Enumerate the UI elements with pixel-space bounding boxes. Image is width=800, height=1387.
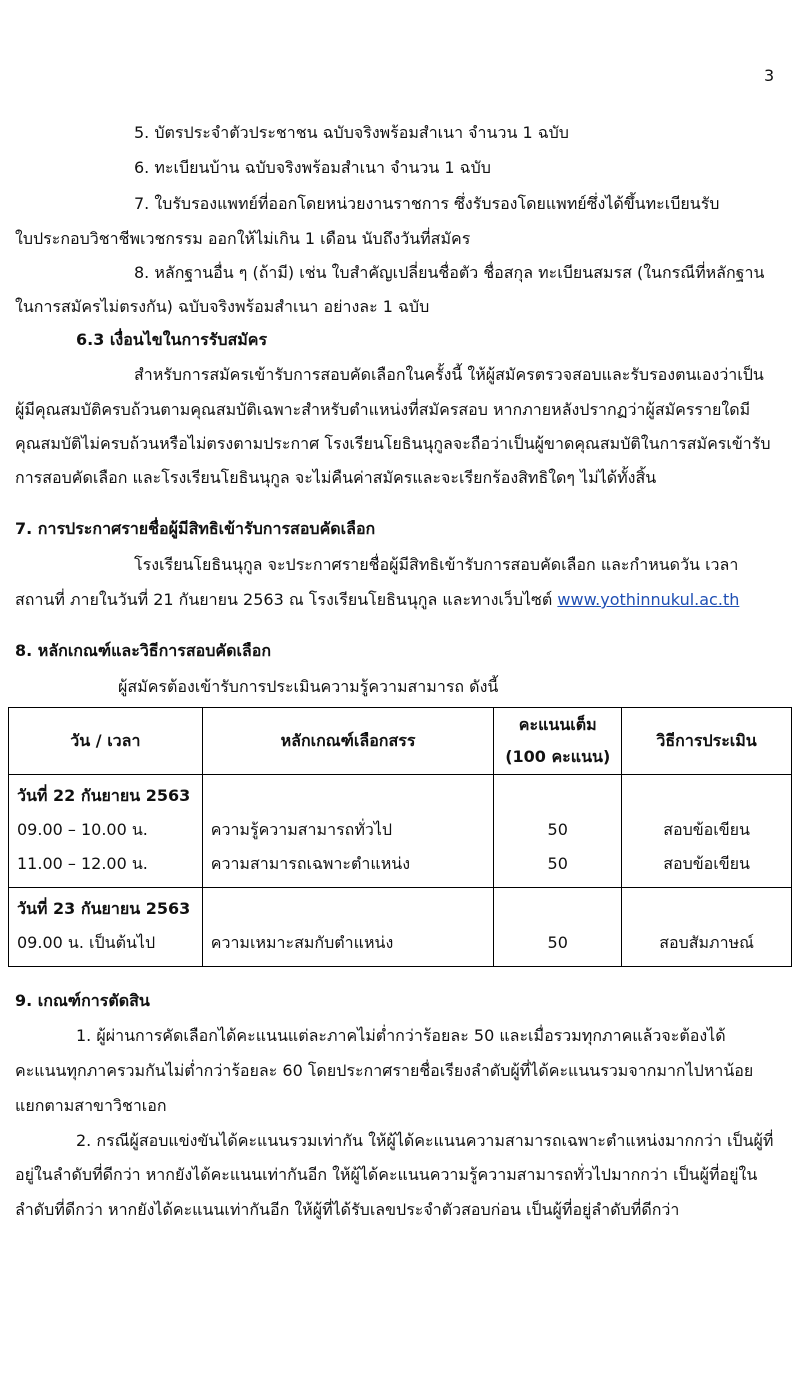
- section-7-line2-text: สถานที่ ภายในวันที่ 21 กันยายน 2563 ณ โรงเรียนโยธินนุกูล และทางเว็บไซต์: [15, 590, 558, 609]
- website-link[interactable]: www.yothinnukul.ac.th: [557, 590, 740, 609]
- section-9-p2-line: อยู่ในลำดับที่ดีกว่า หากยังได้คะแนนเท่ากันอีก ให้ผู้ได้คะแนนความรู้ความสามารถทั่วไปมากกว่า เป็นผู้ที่อยู่ใน: [15, 1165, 758, 1184]
- day1-row2-time: 11.00 – 12.00 น.: [17, 854, 148, 873]
- section-7-heading: 7. การประกาศรายชื่อผู้มีสิทธิเข้ารับการสอบคัดเลือก: [15, 519, 376, 538]
- day1-row1-time: 09.00 – 10.00 น.: [17, 820, 148, 839]
- day1-row2-method: สอบข้อเขียน: [663, 854, 750, 873]
- section-8-heading: 8. หลักเกณฑ์และวิธีการสอบคัดเลือก: [15, 641, 272, 660]
- section-9-p2-line: ลำดับที่ดีกว่า หากยังได้คะแนนเท่ากันอีก ให้ผู้ที่ได้รับเลขประจำตัวสอบก่อน เป็นผู้ที่อยู่ลำดับที่ดีกว่า: [15, 1200, 680, 1219]
- day1-row2-criteria: ความสามารถเฉพาะตำแหน่ง: [210, 854, 411, 873]
- page-number: 3: [764, 66, 775, 85]
- doc-item-6: 6. ทะเบียนบ้าน ฉบับจริงพร้อมสำเนา จำนวน 1 ฉบับ: [134, 158, 491, 177]
- header-score-line2: (100 คะแนน): [505, 747, 611, 766]
- header-score: [494, 708, 622, 775]
- day2-row1-time: 09.00 น. เป็นต้นไป: [17, 933, 156, 952]
- day1-row1-score: 50: [547, 820, 568, 839]
- day1-row2-score: 50: [547, 854, 568, 873]
- doc-item-8-line1: 8. หลักฐานอื่น ๆ (ถ้ามี) เช่น ใบสำคัญเปลี่ยนชื่อตัว ชื่อสกุล ทะเบียนสมรส (ในกรณีที่หลักฐาน: [134, 263, 765, 282]
- day1-criteria-cell: [202, 775, 494, 888]
- day1-date-cell: [9, 775, 203, 888]
- day1-row1-criteria: ความรู้ความสามารถทั่วไป: [210, 820, 393, 839]
- day2-row1-method: สอบสัมภาษณ์: [659, 933, 754, 952]
- day2-criteria-cell: [202, 888, 494, 967]
- day2-row1-criteria: ความเหมาะสมกับตำแหน่ง: [210, 933, 394, 952]
- section-6-3-heading: 6.3 เงื่อนไขในการรับสมัคร: [76, 330, 268, 349]
- day2-score-cell: [494, 888, 622, 967]
- section-8-intro: ผู้สมัครต้องเข้ารับการประเมินความรู้ความสามารถ ดังนี้: [118, 677, 499, 696]
- table-day2-block: [9, 888, 792, 967]
- day2-label: วันที่ 23 กันยายน 2563: [17, 899, 191, 918]
- doc-item-8-line2: ในการสมัครไม่ตรงกัน) ฉบับจริงพร้อมสำเนา อย่างละ 1 ฉบับ: [15, 297, 430, 316]
- header-score-line1: คะแนนเต็ม: [518, 715, 597, 734]
- section-9-p2-line: 2. กรณีผู้สอบแข่งขันได้คะแนนรวมเท่ากัน ให้ผู้ได้คะแนนความสามารถเฉพาะตำแหน่งมากกว่า เป็นผู้ที่: [76, 1131, 774, 1150]
- day2-method-cell: [622, 888, 792, 967]
- criteria-table: [8, 707, 792, 967]
- doc-item-7-line1: 7. ใบรับรองแพทย์ที่ออกโดยหน่วยงานราชการ ซึ่งรับรองโดยแพทย์ซึ่งได้ขึ้นทะเบียนรับ: [134, 194, 720, 213]
- header-criteria: หลักเกณฑ์เลือกสรร: [202, 708, 494, 775]
- section-9-p1-line: 1. ผู้ผ่านการคัดเลือกได้คะแนนแต่ละภาคไม่ต่ำกว่าร้อยละ 50 และเมื่อรวมทุกภาคแล้วจะต้องได้: [76, 1026, 726, 1045]
- header-date: วัน / เวลา: [9, 708, 203, 775]
- day1-row1-method: สอบข้อเขียน: [663, 820, 750, 839]
- day1-method-cell: [622, 775, 792, 888]
- table-header-row: [9, 708, 792, 775]
- section-9-p1-line: คะแนนทุกภาครวมกันไม่ต่ำกว่าร้อยละ 60 โดยประกาศรายชื่อเรียงลำดับผู้ที่ได้คะแนนรวมจากมากไปหาน้อย: [15, 1061, 754, 1080]
- day2-row1-score: 50: [547, 933, 568, 952]
- section-7-line1: โรงเรียนโยธินนุกูล จะประกาศรายชื่อผู้มีสิทธิเข้ารับการสอบคัดเลือก และกำหนดวัน เวลา: [134, 555, 739, 574]
- header-method: วิธีการประเมิน: [622, 708, 792, 775]
- section-9-heading: 9. เกณฑ์การตัดสิน: [15, 991, 150, 1010]
- section-6-3-line: คุณสมบัติไม่ครบถ้วนหรือไม่ตรงตามประกาศ โรงเรียนโยธินนุกูลจะถือว่าเป็นผู้ขาดคุณสมบัติในการสมัครเข้ารับ: [15, 434, 771, 453]
- section-6-3-line: ผู้มีคุณสมบัติครบถ้วนตามคุณสมบัติเฉพาะสำหรับตำแหน่งที่สมัครสอบ หากภายหลังปรากฏว่าผู้สมัครรายใดมี: [15, 400, 751, 419]
- day1-score-cell: [494, 775, 622, 888]
- day1-label: วันที่ 22 กันยายน 2563: [17, 786, 191, 805]
- section-6-3-line: สำหรับการสมัครเข้ารับการสอบคัดเลือกในครั้งนี้ ให้ผู้สมัครตรวจสอบและรับรองตนเองว่าเป็น: [134, 365, 764, 384]
- doc-item-5: 5. บัตรประจำตัวประชาชน ฉบับจริงพร้อมสำเนา จำนวน 1 ฉบับ: [134, 123, 569, 142]
- section-6-3-line: การสอบคัดเลือก และโรงเรียนโยธินนุกูล จะไม่คืนค่าสมัครและจะเรียกร้องสิทธิใดๆ ไม่ได้ทั้งสิ้น: [15, 468, 657, 487]
- doc-item-7-line2: ใบประกอบวิชาชีพเวชกรรม ออกให้ไม่เกิน 1 เดือน นับถึงวันที่สมัคร: [15, 229, 471, 248]
- section-7-line2: [15, 589, 739, 611]
- day2-date-cell: [9, 888, 203, 967]
- table-day1-block: [9, 775, 792, 888]
- section-9-p1-line: แยกตามสาขาวิชาเอก: [15, 1096, 167, 1115]
